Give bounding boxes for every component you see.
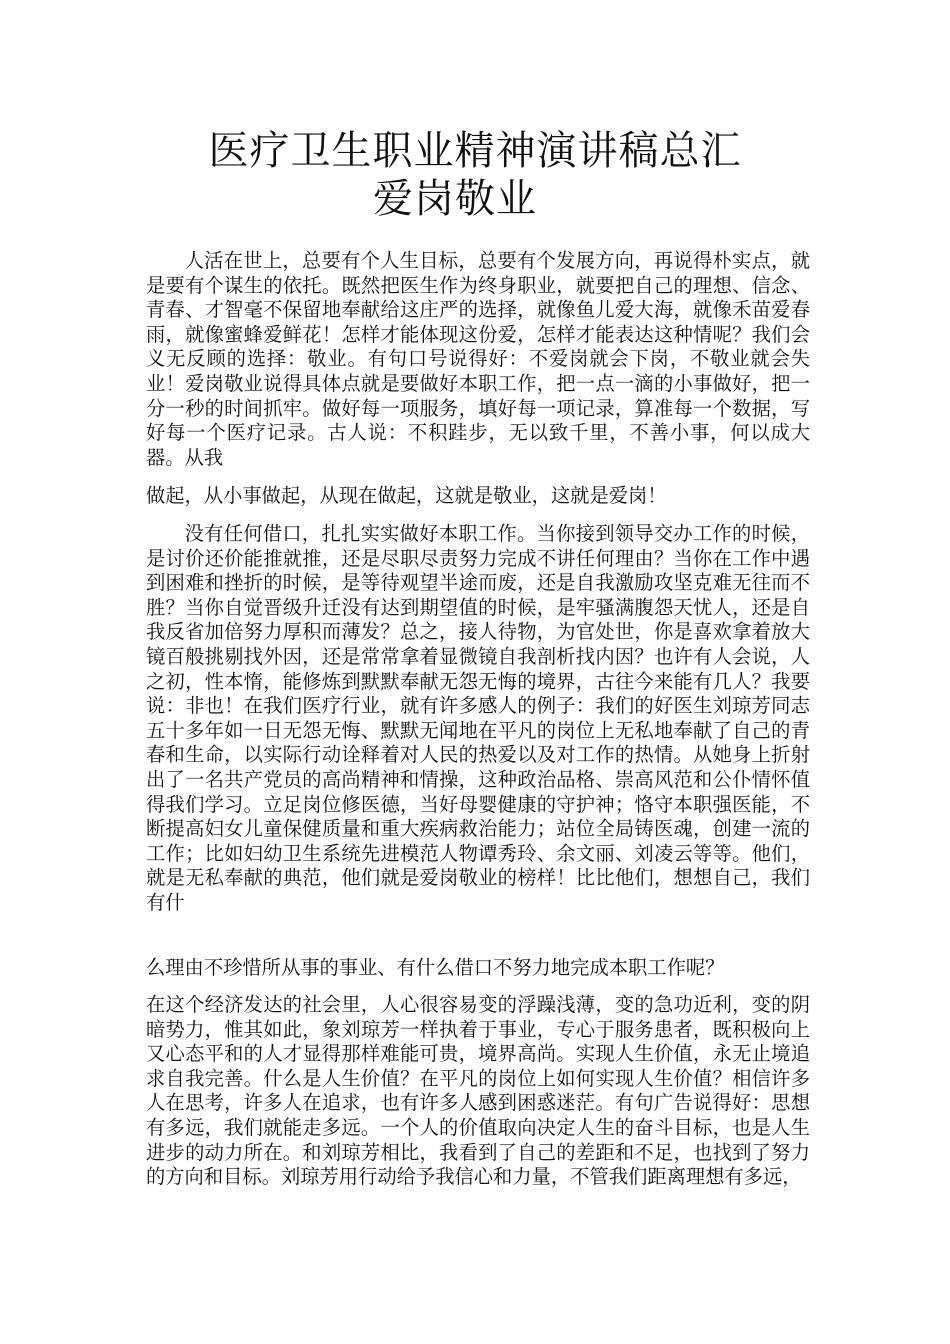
document-title: 医疗卫生职业精神演讲稿总汇	[208, 128, 742, 174]
paragraph-2-continued: 么理由不珍惜所从事的事业、有什么借口不努力地完成本职工作呢？	[146, 956, 725, 979]
paragraph-1-continued: 做起，从小事做起，从现在做起，这就是敬业，这就是爱岗！	[146, 484, 667, 507]
document-subtitle: 爱岗敬业	[373, 176, 537, 222]
paragraph-2: 没有任何借口，扎扎实实做好本职工作。当你接到领导交办工作的时候，是讨价还价能推就推，还是尽职尽责努力完成不讲任何理由？当你在工作中遇到困难和挫折的时候，是等待观望半途而废，还是自我激励攻坚克难无往而不胜？当你自觉晋级升迁没有达到期望值的时候，是牢骚满腹怨天忧人，还是自我反省加倍努力厚积而薄发？总之，接人待物，为官处世，你是喜欢拿着放大镜百般挑剔找外因，还是常常拿着显微镜自我剖析找内因？也许有人会说，人之初，性本惰，能修炼到默默奉献无怨无悔的境界，古往今来能有几人？我要说：非也！在我们医疗行业，就有许多感人的例子：我们的好医生刘琼芳同志五十多年如一日无怨无悔、默默无闻地在平凡的岗位上无私地奉献了自己的青春和生命，以实际行动诠释着对人民的热爱以及对工作的热情。从她身上折射出了一名共产党员的高尚精神和情操，这种政治品格、崇高风范和公仆情怀值得我们学习。立足岗位修医德，当好母婴健康的守护神；恪守本职强医能，不断提高妇女儿童保健质量和重大疾病救治能力；站位全局铸医魂，创建一流的工作；比如妇幼卫生系统先进模范人物谭秀玲、余文丽、刘凌云等等。他们，就是无私奉献的典范，他们就是爱岗敬业的榜样！比比他们，想想自己，我们有什	[146, 522, 810, 914]
paragraph-1: 人活在世上，总要有个人生目标，总要有个发展方向，再说得朴实点，就是要有个谋生的依托。既然把医生作为终身职业，就要把自己的理想、信念、青春、才智毫不保留地奉献给这庄严的选择，就像鱼儿爱大海，就像禾苗爱春雨，就像蜜蜂爱鲜花！怎样才能体现这份爱，怎样才能表达这种情呢？我们会义无反顾的选择：敬业。有句口号说得好：不爱岗就会下岗，不敬业就会失业！爱岗敬业说得具体点就是要做好本职工作，把一点一滴的小事做好，把一分一秒的时间抓牢。做好每一项服务，填好每一项记录，算准每一个数据，写好每一个医疗记录。古人说：不积跬步，无以致千里，不善小事，何以成大器。从我	[146, 249, 810, 469]
paragraph-3: 在这个经济发达的社会里，人心很容易变的浮躁浅薄，变的急功近利，变的阴暗势力，惟其如此，象刘琼芳一样执着于事业，专心于服务患者，既积极向上又心态平和的人才显得那样难能可贵，境界高尚。实现人生价值，永无止境追求自我完善。什么是人生价值？在平凡的岗位上如何实现人生价值？相信许多人在思考，许多人在追求，也有许多人感到困惑迷茫。有句广告说得好：思想有多远，我们就能走多远。一个人的价值取向决定人生的奋斗目标，也是人生进步的动力所在。和刘琼芳相比，我看到了自己的差距和不足，也找到了努力的方向和目标。刘琼芳用行动给予我信心和力量，不管我们距离理想有多远，	[146, 993, 810, 1189]
